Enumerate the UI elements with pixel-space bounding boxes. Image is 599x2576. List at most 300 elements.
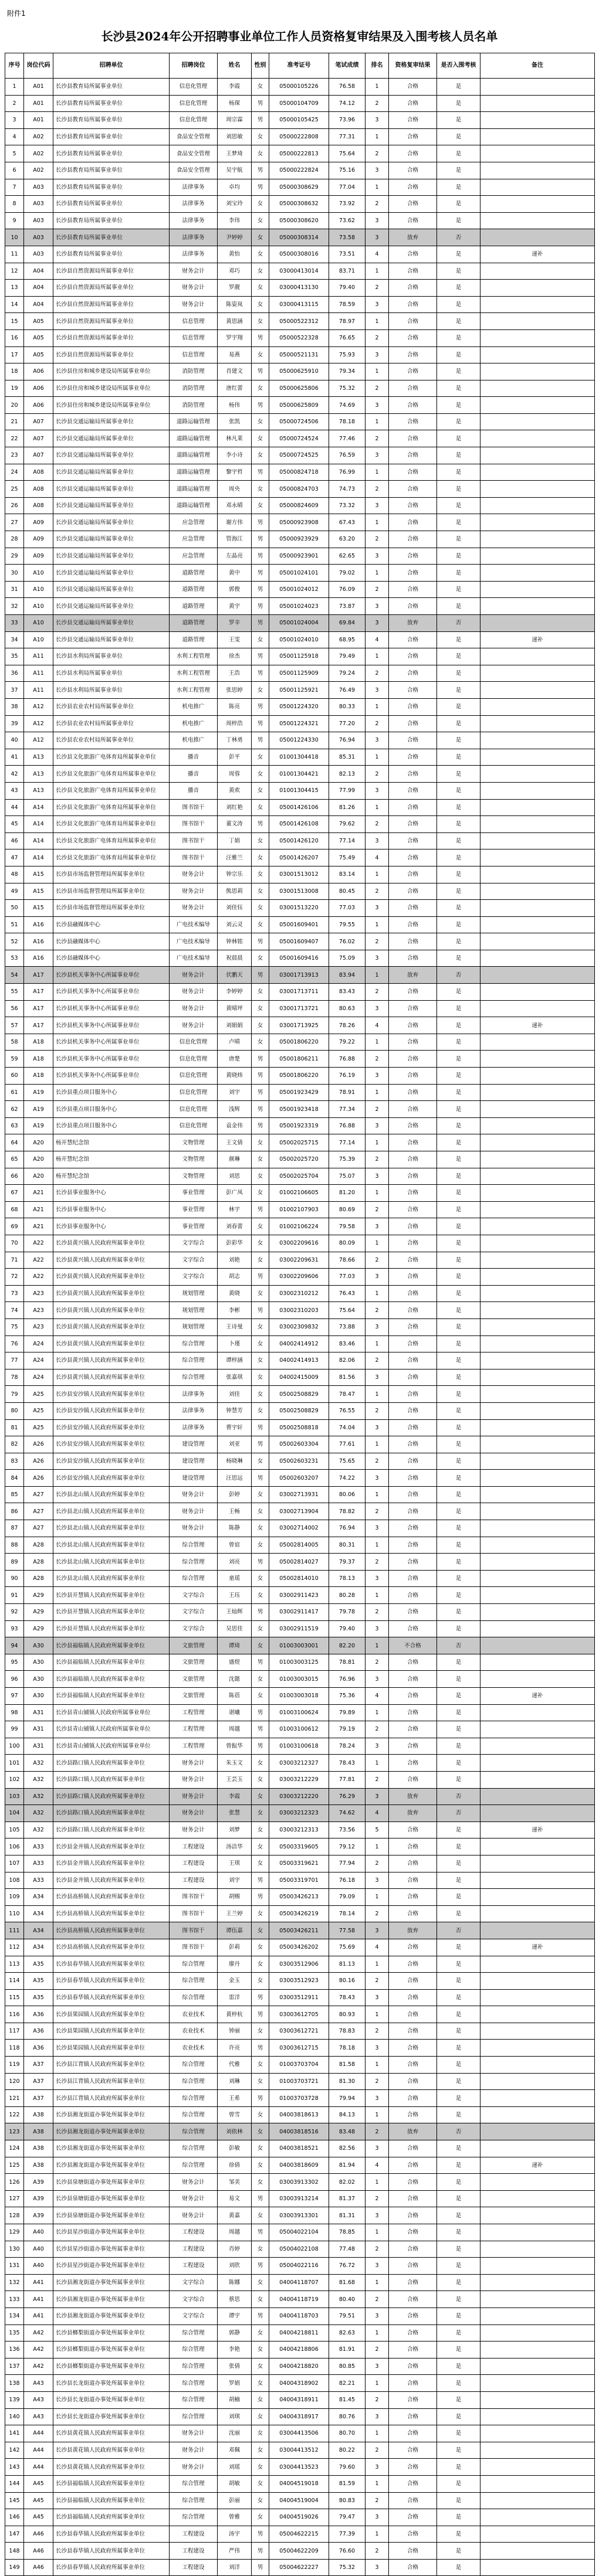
table-cell: A27 [24, 1503, 53, 1520]
table-cell: 是 [437, 2207, 480, 2224]
table-cell: 合格 [389, 1721, 437, 1738]
table-cell: A20 [24, 1168, 53, 1185]
table-cell: A35 [24, 1973, 53, 1990]
table-cell: 03003913301 [269, 2207, 329, 2224]
table-cell: A13 [24, 766, 53, 783]
table-cell: 是 [437, 1000, 480, 1017]
table-cell: 长沙县金井镇人民政府所属事业单位 [53, 1855, 170, 1872]
table-row [5, 1671, 595, 1688]
table-cell [480, 1537, 595, 1554]
table-cell: 女 [252, 1771, 269, 1788]
table-cell: 是 [437, 2073, 480, 2090]
table-cell: 05000923901 [269, 548, 329, 565]
table-cell: 3 [366, 1520, 389, 1537]
table-cell: 是 [437, 179, 480, 196]
table-row [5, 2006, 595, 2023]
table-row [5, 2140, 595, 2157]
table-cell: 37 [5, 682, 24, 699]
table-cell: 王希 [218, 2090, 252, 2107]
table-cell: 是 [437, 246, 480, 263]
table-cell: 信息管理 [170, 313, 218, 330]
table-cell: 05001426106 [269, 799, 329, 816]
table-cell: 3 [366, 2358, 389, 2375]
table-cell: A14 [24, 799, 53, 816]
table-cell: 财务会计 [170, 967, 218, 984]
table-cell: 财务会计 [170, 2174, 218, 2191]
table-cell: 是 [437, 1117, 480, 1134]
table-cell: 男 [252, 715, 269, 732]
table-cell: 是 [437, 464, 480, 481]
table-cell: A46 [24, 2543, 53, 2560]
table-cell: 长沙县自然资源局所属事业单位 [53, 296, 170, 313]
table-cell: 女 [252, 782, 269, 799]
table-cell: 是 [437, 79, 480, 96]
table-cell: 文字综合 [170, 1587, 218, 1604]
table-row [5, 1838, 595, 1855]
table-cell: 袁金伟 [218, 1117, 252, 1134]
table-row [5, 2442, 595, 2459]
table-cell: 朱玉文 [218, 1755, 252, 1772]
table-cell: 05001426120 [269, 832, 329, 849]
table-cell: 工程建设 [170, 2258, 218, 2275]
table-cell [480, 1185, 595, 1202]
table-cell: 是 [437, 313, 480, 330]
table-cell: 是 [437, 2090, 480, 2107]
table-cell: 男 [252, 2307, 269, 2324]
table-cell: 合格 [389, 1671, 437, 1688]
table-cell [480, 2391, 595, 2408]
table-cell: 工程建设 [170, 1838, 218, 1855]
table-cell: 31 [5, 581, 24, 598]
table-cell: 女 [252, 1151, 269, 1168]
table-cell: 是 [437, 2274, 480, 2291]
table-cell: 合格 [389, 1318, 437, 1335]
table-cell: 浅辉 [218, 1101, 252, 1118]
table-cell [480, 967, 595, 984]
table-cell: 信息化管理 [170, 1117, 218, 1134]
table-cell: A22 [24, 1269, 53, 1286]
table-row [5, 900, 595, 917]
table-cell: A29 [24, 1587, 53, 1604]
table-cell: 合格 [389, 2057, 437, 2074]
table-cell: 女 [252, 1922, 269, 1939]
table-cell: 合格 [389, 246, 437, 263]
table-row [5, 1788, 595, 1805]
table-cell: 是 [437, 2459, 480, 2476]
table-cell: 长沙县江背镇人民政府所属事业单位 [53, 2073, 170, 2090]
table-cell [480, 1117, 595, 1134]
table-cell: 刘思敏 [218, 128, 252, 145]
table-cell [480, 732, 595, 749]
table-cell: 40 [5, 732, 24, 749]
table-cell: 15 [5, 313, 24, 330]
table-cell: 工程建设 [170, 2241, 218, 2258]
table-cell: 女 [252, 2324, 269, 2341]
table-cell [480, 1872, 595, 1889]
table-cell: 03001513008 [269, 883, 329, 900]
table-cell: 文字综合 [170, 1269, 218, 1286]
table-cell: 2 [366, 715, 389, 732]
table-cell: 1 [366, 1335, 389, 1352]
column-header: 姓名 [218, 53, 252, 79]
table-cell: 综合管理 [170, 1989, 218, 2006]
table-cell: 女 [252, 145, 269, 162]
table-row [5, 631, 595, 648]
table-cell: 148 [5, 2543, 24, 2560]
table-cell: 沈懿 [218, 1671, 252, 1688]
table-cell: 1 [366, 1889, 389, 1906]
table-cell: 长沙县安沙镇人民政府所属事业单位 [53, 1386, 170, 1403]
table-cell: 长沙县事业服务中心 [53, 1218, 170, 1235]
table-row [5, 1604, 595, 1621]
table-cell: 是 [437, 2140, 480, 2157]
table-cell: 信息化管理 [170, 79, 218, 96]
table-row [5, 2307, 595, 2324]
table-cell: 女 [252, 682, 269, 699]
table-cell: 男 [252, 1201, 269, 1218]
table-cell: 是 [437, 1503, 480, 1520]
table-cell: 76.02 [329, 933, 366, 950]
table-cell: A33 [24, 1855, 53, 1872]
table-row [5, 481, 595, 498]
table-cell: A07 [24, 430, 53, 447]
table-cell: 3 [366, 900, 389, 917]
table-cell: 05000522328 [269, 329, 329, 346]
table-cell: 143 [5, 2459, 24, 2476]
table-cell: 女 [252, 263, 269, 280]
table-cell: 法律事务 [170, 1402, 218, 1419]
table-cell: 合格 [389, 1084, 437, 1101]
table-cell: 20 [5, 397, 24, 414]
table-cell: 01003100618 [269, 1738, 329, 1755]
table-cell: 是 [437, 1453, 480, 1470]
table-row [5, 497, 595, 514]
table-cell: 是 [437, 296, 480, 313]
table-row [5, 682, 595, 699]
table-cell: 是 [437, 1436, 480, 1453]
table-cell: 2 [366, 581, 389, 598]
table-cell: 03002310203 [269, 1302, 329, 1319]
table-cell: 77.48 [329, 2241, 366, 2258]
table-cell: 1 [366, 128, 389, 145]
table-cell: 长沙县路口镇人民政府所属事业单位 [53, 1821, 170, 1838]
table-cell: 98 [5, 1704, 24, 1721]
table-cell [480, 665, 595, 682]
table-cell: 3 [366, 950, 389, 967]
table-cell: 女 [252, 2123, 269, 2140]
table-cell: 123 [5, 2123, 24, 2140]
table-cell: 信息化管理 [170, 112, 218, 129]
table-cell: 杨晓琳 [218, 1453, 252, 1470]
table-cell: 长沙县文化旅游广电体育局所属事业单位 [53, 782, 170, 799]
table-cell: 05001609401 [269, 916, 329, 933]
table-cell: 是 [437, 1889, 480, 1906]
table-cell: 3 [366, 447, 389, 464]
table-cell: 应急管理 [170, 531, 218, 548]
table-cell: 75.16 [329, 162, 366, 179]
table-cell: 长沙县黄花镇人民政府所属事业单位 [53, 2425, 170, 2442]
table-cell [480, 1554, 595, 1571]
table-cell: 39 [5, 715, 24, 732]
table-cell: 女 [252, 1973, 269, 1990]
table-cell: 男 [252, 1989, 269, 2006]
table-cell: 04004318917 [269, 2408, 329, 2425]
table-cell: 合格 [389, 749, 437, 766]
table-row [5, 1201, 595, 1218]
table-cell: 合格 [389, 732, 437, 749]
table-cell [480, 1922, 595, 1939]
table-cell [480, 2040, 595, 2057]
table-cell: 长沙县湘龙街道办事处所属事业单位 [53, 2106, 170, 2123]
table-cell: 是 [437, 212, 480, 229]
table-cell [480, 1805, 595, 1822]
table-cell: 女 [252, 1252, 269, 1269]
table-cell: 否 [437, 1637, 480, 1654]
table-cell [480, 346, 595, 363]
table-cell: 45 [5, 816, 24, 833]
table-cell [480, 2307, 595, 2324]
table-cell: 女 [252, 1671, 269, 1688]
table-cell: 是 [437, 2475, 480, 2492]
table-cell: A15 [24, 900, 53, 917]
table-row [5, 2375, 595, 2392]
table-cell: 78.47 [329, 1386, 366, 1403]
table-cell: 谭宇 [218, 2307, 252, 2324]
table-cell: 是 [437, 1335, 480, 1352]
table-cell: 长沙县机关事务中心所属事业单位 [53, 967, 170, 984]
table-cell: 2 [366, 2023, 389, 2040]
table-cell: 颜琳 [218, 1151, 252, 1168]
table-cell: 合格 [389, 1855, 437, 1872]
table-cell: 合格 [389, 1889, 437, 1906]
table-cell: 118 [5, 2040, 24, 2057]
table-cell: A36 [24, 2006, 53, 2023]
table-cell: A24 [24, 1335, 53, 1352]
table-cell: 75.65 [329, 1453, 366, 1470]
table-cell: 81.56 [329, 1369, 366, 1386]
table-row [5, 1587, 595, 1604]
table-cell: 合格 [389, 481, 437, 498]
table-cell: 是 [437, 2358, 480, 2375]
table-cell: 播音 [170, 782, 218, 799]
table-cell: 信息化管理 [170, 1034, 218, 1051]
table-cell: 胡敏 [218, 2475, 252, 2492]
table-cell: 陈静 [218, 1520, 252, 1537]
table-cell: 78.18 [329, 2040, 366, 2057]
table-cell: 78.83 [329, 2023, 366, 2040]
table-cell: 05001609407 [269, 933, 329, 950]
table-cell: 代雅 [218, 2057, 252, 2074]
table-cell: 长沙县安沙镇人民政府所属事业单位 [53, 1470, 170, 1487]
table-cell: 李玮 [218, 212, 252, 229]
table-cell: 合格 [389, 2258, 437, 2275]
table-cell: 是 [437, 2341, 480, 2358]
table-cell: A30 [24, 1637, 53, 1654]
table-cell: 78.59 [329, 296, 366, 313]
table-cell: 合格 [389, 665, 437, 682]
table-cell: 141 [5, 2425, 24, 2442]
table-cell: 是 [437, 832, 480, 849]
table-cell: 钟林铭 [218, 933, 252, 950]
table-cell: 2 [366, 1352, 389, 1369]
table-cell [480, 1637, 595, 1654]
table-cell: A18 [24, 1068, 53, 1085]
table-cell: 是 [437, 1838, 480, 1855]
table-cell: 合格 [389, 2358, 437, 2375]
table-cell: 合格 [389, 514, 437, 531]
table-row [5, 749, 595, 766]
table-cell [480, 615, 595, 632]
table-cell: 合格 [389, 162, 437, 179]
table-cell [480, 849, 595, 866]
table-cell: 女 [252, 1637, 269, 1654]
table-cell: 男 [252, 665, 269, 682]
table-cell: 1 [366, 648, 389, 665]
table-cell: 78.43 [329, 1989, 366, 2006]
table-cell: A33 [24, 1872, 53, 1889]
table-cell: 法律事务 [170, 1419, 218, 1436]
table-cell: 财务会计 [170, 1788, 218, 1805]
table-cell: 04004218811 [269, 2324, 329, 2341]
table-cell: 女 [252, 2509, 269, 2526]
table-row [5, 1436, 595, 1453]
table-cell: 女 [252, 2174, 269, 2191]
table-cell: 合格 [389, 849, 437, 866]
table-cell: 女 [252, 1503, 269, 1520]
table-cell: 刘宇 [218, 1084, 252, 1101]
table-cell: 刘依林 [218, 2123, 252, 2140]
table-cell: 综合管理 [170, 2073, 218, 2090]
table-cell [480, 2492, 595, 2509]
table-cell: 长沙县市场监督管理局所属事业单位 [53, 900, 170, 917]
table-cell: 谭梓涵 [218, 1352, 252, 1369]
table-cell: 68 [5, 1201, 24, 1218]
table-cell: 长沙县泉塘街道办事处所属事业单位 [53, 2207, 170, 2224]
table-cell: 长沙县机关事务中心所属事业单位 [53, 1017, 170, 1034]
table-cell: 女 [252, 984, 269, 1001]
table-cell: 是 [437, 984, 480, 1001]
table-cell: 合格 [389, 1017, 437, 1034]
table-cell: 水利工程管理 [170, 665, 218, 682]
table-cell: 是 [437, 1671, 480, 1688]
table-cell [480, 296, 595, 313]
table-cell: A31 [24, 1738, 53, 1755]
table-cell: 04003818516 [269, 2123, 329, 2140]
table-cell: 03003512911 [269, 1989, 329, 2006]
table-cell: 1 [366, 1386, 389, 1403]
table-cell: 长沙县北山镇人民政府所属事业单位 [53, 1537, 170, 1554]
table-cell [480, 548, 595, 565]
table-cell: 否 [437, 2123, 480, 2140]
table-cell: 刘思 [218, 1168, 252, 1185]
page-title: 长沙县2024年公开招聘事业单位工作人员资格复审结果及入围考核人员名单 [101, 29, 498, 43]
table-cell: 是 [437, 1252, 480, 1269]
table-cell: 长沙县教育局所属事业单位 [53, 246, 170, 263]
table-cell: 是 [437, 2391, 480, 2408]
table-cell: 79 [5, 1386, 24, 1403]
table-cell: 长沙县教育局所属事业单位 [53, 162, 170, 179]
table-cell: 2 [366, 766, 389, 783]
table-row [5, 296, 595, 313]
table-cell: 是 [437, 866, 480, 883]
table-cell: 信息化管理 [170, 1051, 218, 1068]
table-cell: 79.78 [329, 1604, 366, 1621]
table-row [5, 866, 595, 883]
table-cell: 女 [252, 2207, 269, 2224]
table-cell: 杨开慧纪念馆 [53, 1134, 170, 1151]
table-cell [480, 866, 595, 883]
table-cell: 罗宇翔 [218, 329, 252, 346]
table-cell: 是 [437, 1034, 480, 1051]
table-cell: 是 [437, 2157, 480, 2174]
table-cell: 长沙县榔梨街道办事处所属事业单位 [53, 2358, 170, 2375]
table-row [5, 1637, 595, 1654]
table-cell: A03 [24, 246, 53, 263]
table-cell [480, 1101, 595, 1118]
table-row [5, 598, 595, 615]
table-cell: 78.85 [329, 2224, 366, 2241]
table-cell: 80.16 [329, 1973, 366, 1990]
table-cell: 女 [252, 916, 269, 933]
table-cell: 03003212220 [269, 1788, 329, 1805]
table-cell: 财务会计 [170, 1017, 218, 1034]
table-cell: 合格 [389, 196, 437, 213]
table-cell: 121 [5, 2090, 24, 2107]
table-cell: 05002508829 [269, 1386, 329, 1403]
table-cell: 是 [437, 1101, 480, 1118]
table-cell: 76.18 [329, 1872, 366, 1889]
table-cell: 陈姿岚 [218, 296, 252, 313]
table-cell: 合格 [389, 832, 437, 849]
table-cell: 法律事务 [170, 246, 218, 263]
table-cell: 125 [5, 2157, 24, 2174]
table-cell: A06 [24, 363, 53, 380]
table-cell: 92 [5, 1604, 24, 1621]
table-cell: 是 [437, 2408, 480, 2425]
table-row [5, 2090, 595, 2107]
table-cell: 合格 [389, 430, 437, 447]
table-cell: 合格 [389, 1436, 437, 1453]
table-cell: 140 [5, 2408, 24, 2425]
table-cell: 长沙县福临镇人民政府所属事业单位 [53, 2492, 170, 2509]
table-cell: A06 [24, 380, 53, 397]
table-cell: 83.43 [329, 984, 366, 1001]
table-cell: A39 [24, 2190, 53, 2207]
table-cell: 01003003001 [269, 1637, 329, 1654]
table-cell [480, 1654, 595, 1671]
table-cell: 徐杰 [218, 648, 252, 665]
table-cell: 道路管理 [170, 581, 218, 598]
table-cell: 财务会计 [170, 296, 218, 313]
table-row [5, 1470, 595, 1487]
table-cell: 03003612715 [269, 2040, 329, 2057]
table-cell: 是 [437, 1185, 480, 1202]
table-cell: 女 [252, 2073, 269, 2090]
table-cell: 1 [366, 916, 389, 933]
table-cell: 是 [437, 1201, 480, 1218]
table-cell: 道路运输管理 [170, 447, 218, 464]
table-cell: 图书馆干 [170, 799, 218, 816]
table-cell: 50 [5, 900, 24, 917]
table-cell: 82.21 [329, 2375, 366, 2392]
table-cell: 否 [437, 967, 480, 984]
table-cell: 1 [366, 2425, 389, 2442]
table-cell: 长沙县自然资源局所属事业单位 [53, 313, 170, 330]
table-cell: 法律事务 [170, 229, 218, 246]
table-cell: 146 [5, 2509, 24, 2526]
table-cell: 4 [366, 849, 389, 866]
table-cell: 女 [252, 1402, 269, 1419]
